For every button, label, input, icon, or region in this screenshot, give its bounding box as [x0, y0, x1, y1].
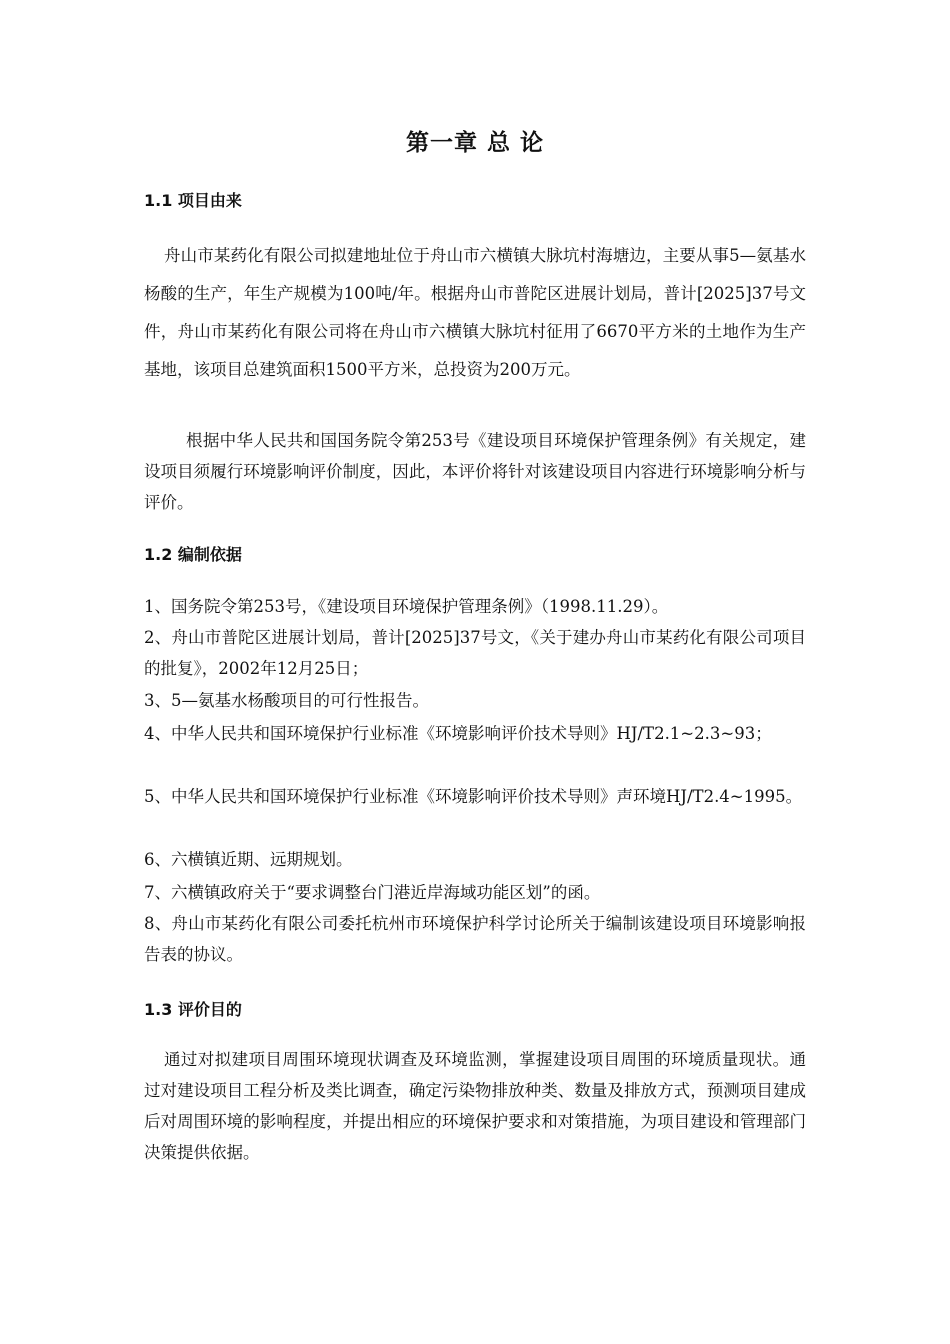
section-heading-1-3: 1.3 评价目的	[144, 1000, 242, 1019]
basis-item-6: 6、六横镇近期、远期规划。	[144, 850, 353, 869]
project-origin-paragraph: 舟山市某药化有限公司拟建地址位于舟山市六横镇大脉坑村海塘边，主要从事5—氨基水杨酸的生产，年生产规模为100吨/年。根据舟山市普陀区进展计划局，普计[2025]37号文件，舟山市某药化有限公司将在舟山市六横镇大脉坑村征用了6670平方米的土地作为生产基地，该项目总建筑面积1500平方米，总投资为200万元。	[144, 246, 806, 379]
section-heading-1-1: 1.1 项目由来	[144, 191, 242, 210]
chapter-title: 第一章 总 论	[405, 130, 544, 156]
basis-item-2: 2、舟山市普陀区进展计划局，普计[2025]37号文，《关于建办舟山市某药化有限公司项目的批复》，2002年12月25日；	[144, 628, 806, 678]
regulation-paragraph: 根据中华人民共和国国务院令第253号《建设项目环境保护管理条例》有关规定，建设项目须履行环境影响评价制度，因此，本评价将针对该建设项目内容进行环境影响分析与评价。	[144, 431, 806, 512]
basis-item-1: 1、国务院令第253号，《建设项目环境保护管理条例》（1998.11.29）。	[144, 597, 669, 616]
basis-item-4: 4、中华人民共和国环境保护行业标准《环境影响评价技术导则》HJ/T2.1~2.3~93；	[144, 724, 772, 743]
basis-item-7: 7、六横镇政府关于“要求调整台门港近岸海域功能区划”的函。	[144, 883, 601, 902]
basis-item-5: 5、中华人民共和国环境保护行业标准《环境影响评价技术导则》声环境HJ/T2.4~1995。	[144, 787, 803, 806]
basis-item-3: 3、5—氨基水杨酸项目的可行性报告。	[144, 691, 429, 710]
basis-item-8: 8、舟山市某药化有限公司委托杭州市环境保护科学讨论所关于编制该建设项目环境影响报告表的协议。	[144, 914, 806, 964]
section-heading-1-2: 1.2 编制依据	[144, 545, 242, 564]
evaluation-purpose-paragraph: 通过对拟建项目周围环境现状调查及环境监测，掌握建设项目周围的环境质量现状。通过对建设项目工程分析及类比调查，确定污染物排放种类、数量及排放方式，预测项目建成后对周围环境的影响程度，并提出相应的环境保护要求和对策措施，为项目建设和管理部门决策提供依据。	[144, 1050, 806, 1162]
